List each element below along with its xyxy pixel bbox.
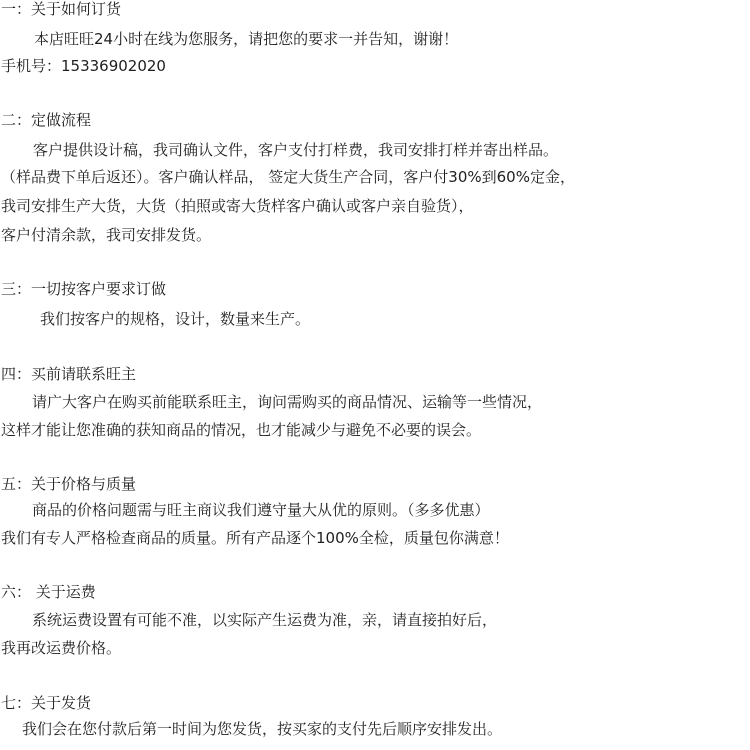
section-2-line-4: 客户付清余款，我司安排发货。 [1, 226, 212, 244]
section-5-line-1: 商品的价格问题需与旺主商议我们遵守量大从优的原则。（多多优惠） [32, 501, 490, 519]
section-5-line-2: 我们有专人严格检查商品的质量。所有产品逐个100%全检，质量包你满意！ [1, 529, 509, 547]
section-3-line-1: 我们按客户的规格，设计，数量来生产。 [40, 310, 311, 328]
section-4-line-2: 这样才能让您准确的获知商品的情况，也才能减少与避免不必要的误会。 [1, 421, 482, 439]
section-6-heading: 六： 关于运费 [1, 583, 96, 601]
section-4-line-1: 请广大客户在购买前能联系旺主，询问需购买的商品情况、运输等一些情况， [32, 393, 543, 411]
section-2-line-1: 客户提供设计稿，我司确认文件，客户支付打样费，我司安排打样并寄出样品。 [33, 141, 559, 159]
section-2-line-3: 我司安排生产大货，大货（拍照或寄大货样客户确认或客户亲自验货）， [1, 197, 474, 215]
section-6-line-2: 我再改运费价格。 [1, 639, 122, 657]
section-4-heading: 四：买前请联系旺主 [1, 365, 137, 383]
section-3-heading: 三：一切按客户要求订做 [1, 280, 167, 298]
section-2-heading: 二：定做流程 [1, 111, 92, 129]
section-2-line-2: （样品费下单后返还）。客户确认样品， 签定大货生产合同，客户付30%到60%定金， [1, 168, 575, 186]
section-7-heading: 七：关于发货 [1, 694, 92, 712]
phone-number-line: 手机号：15336902020 [1, 57, 166, 75]
section-1-line-1: 本店旺旺24小时在线为您服务，请把您的要求一并告知，谢谢！ [34, 30, 459, 48]
section-6-line-1: 系统运费设置有可能不准，以实际产生运费为准，亲，请直接拍好后， [32, 611, 498, 629]
section-7-line-1: 我们会在您付款后第一时间为您发货，按买家的支付先后顺序安排发出。 [22, 720, 503, 738]
section-5-heading: 五：关于价格与质量 [1, 475, 137, 493]
section-1-heading: 一：关于如何订货 [1, 0, 122, 18]
